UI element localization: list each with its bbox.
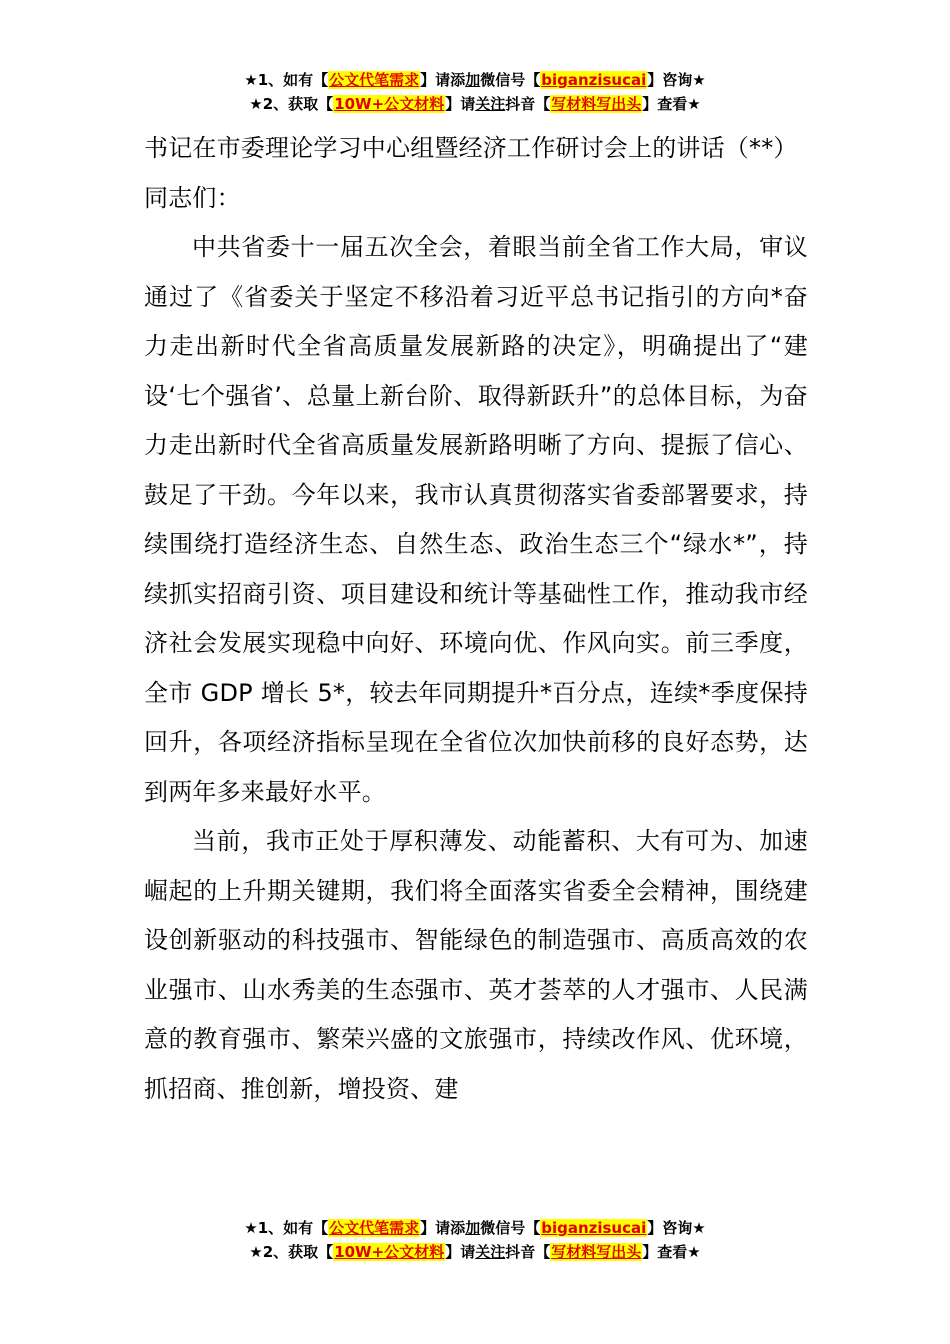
- promo-line-1: ★1、如有【公文代笔需求】请添加微信号【biganzisucai】咨询★: [244, 71, 706, 89]
- promo-douyin-id: 写材料写出头: [551, 1243, 642, 1261]
- promo-highlight: 10W+公文材料: [334, 1243, 445, 1261]
- promo-highlight: 10W+公文材料: [334, 95, 445, 113]
- paragraph-2: 当前，我市正处于厚积薄发、动能蓄积、大有可为、加速崛起的上升期关键期，我们将全面落实省委全会精神，围绕建设创新驱动的科技强市、智能绿色的制造强市、高质高效的农业强市、山水秀美的生态强市、英才荟萃的人才强市、人民满意的教育强市、繁荣兴盛的文旅强市，持续改作风、优环境，抓招商、推创新，增投资、建: [144, 827, 808, 1103]
- promo-wechat-id: biganzisucai: [541, 1219, 647, 1237]
- promo-line-2: ★2、获取【10W+公文材料】请关注抖音【写材料写出头】查看★: [249, 1243, 701, 1261]
- document-body: [144, 124, 808, 1114]
- promo-banner-top: [0, 68, 950, 116]
- promo-highlight: 公文代笔需求: [329, 71, 420, 89]
- promo-line-2: ★2、获取【10W+公文材料】请关注抖音【写材料写出头】查看★: [249, 95, 701, 113]
- promo-wechat-id: biganzisucai: [541, 71, 647, 89]
- salutation: 同志们：: [144, 183, 241, 212]
- document-title: 书记在市委理论学习中心组暨经济工作研讨会上的讲话（**）: [144, 134, 798, 162]
- promo-banner-bottom: [0, 1216, 950, 1264]
- promo-highlight: 公文代笔需求: [329, 1219, 420, 1237]
- promo-line-1: ★1、如有【公文代笔需求】请添加微信号【biganzisucai】咨询★: [244, 1219, 706, 1237]
- promo-douyin-id: 写材料写出头: [551, 95, 642, 113]
- paragraph-1: 中共省委十一届五次全会，着眼当前全省工作大局，审议通过了《省委关于坚定不移沿着习近平总书记指引的方向*奋力走出新时代全省高质量发展新路的决定》，明确提出了“建设‘七个强省’、总量上新台阶、取得新跃升”的总体目标，为奋力走出新时代全省高质量发展新路明晰了方向、提振了信心、鼓足了干劲。今年以来，我市认真贯彻落实省委部署要求，持续围绕打造经济生态、自然生态、政治生态三个“绿水*”，持续抓实招商引资、项目建设和统计等基础性工作，推动我市经济社会发展实现稳中向好、环境向优、作风向实。前三季度，全市 GDP 增长 5*，较去年同期提升*百分点，连续*季度保持回升，各项经济指标呈现在全省位次加快前移的良好态势，达到两年多来最好水平。: [144, 233, 808, 806]
